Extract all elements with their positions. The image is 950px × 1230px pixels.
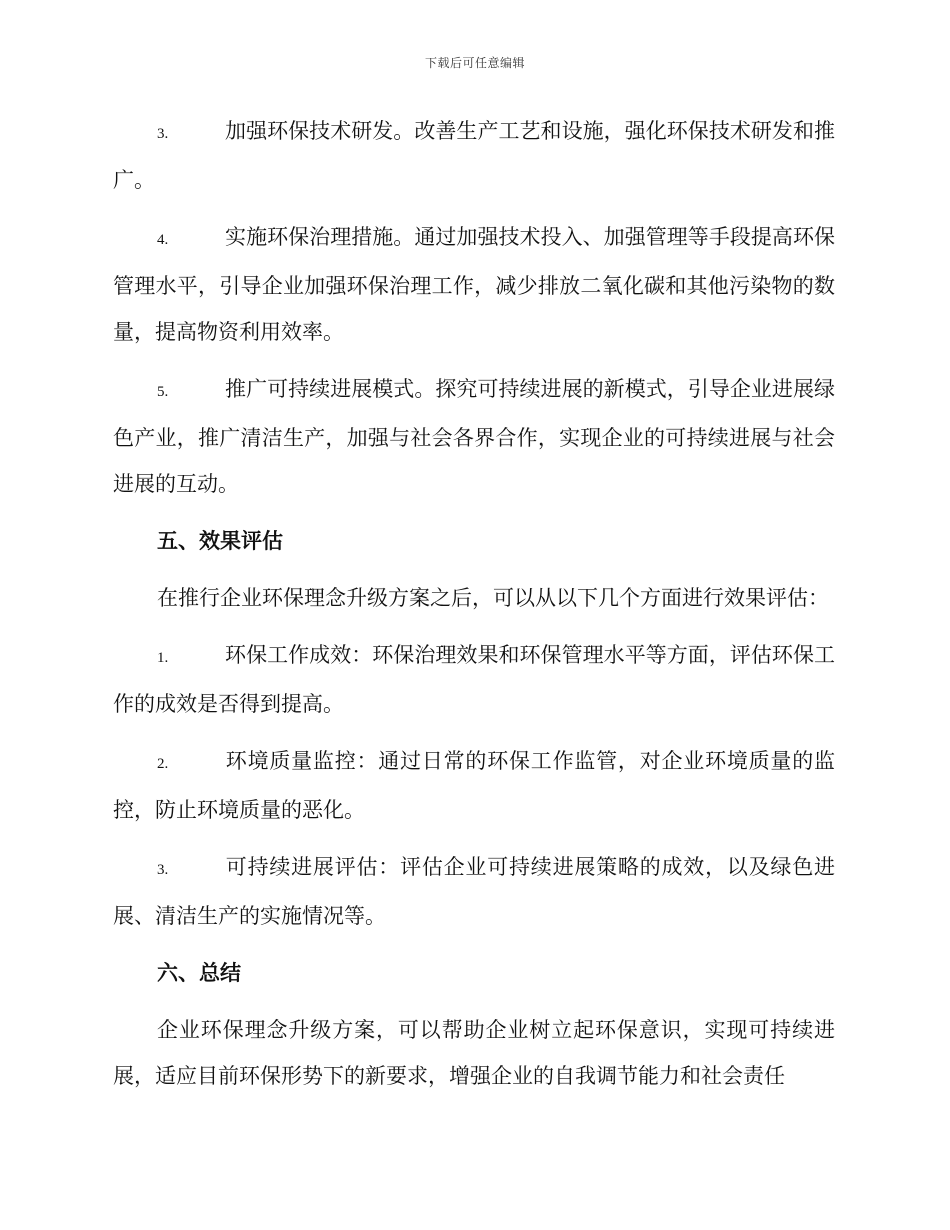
list-number: 2. [157,756,169,772]
list-text: 加强环保技术研发。改善生产工艺和设施，强化环保技术研发和推广。 [113,119,835,192]
list-item [113,844,835,939]
list-number: 1. [157,650,169,666]
section-intro: 在推行企业环保理念升级方案之后，可以从以下几个方面进行效果评估： [157,586,829,610]
list-text: 环保工作成效：环保治理效果和环保管理水平等方面，评估环保工作的成效是否得到提高。 [113,643,835,716]
list-item [113,366,835,507]
list-item [113,108,835,203]
document-body [113,108,835,1110]
summary-paragraph: 企业环保理念升级方案，可以帮助企业树立起环保意识，实现可持续进展，适应目前环保形势下的新要求，增强企业的自我调节能力和社会责任 [113,1018,835,1088]
page-header: 下载后可任意编辑 [424,56,525,70]
section-heading-summary: 六、总结 [157,961,241,985]
list-item [113,738,835,833]
list-number: 4. [157,232,169,248]
list-number: 5. [157,384,169,400]
list-number: 3. [157,862,169,878]
list-number: 3. [157,126,169,142]
list-text: 实施环保治理措施。通过加强技术投入、加强管理等手段提高环保管理水平，引导企业加强环保治理工作，减少排放二氧化碳和其他污染物的数量，提高物资利用效率。 [113,225,835,344]
list-text: 环境质量监控：通过日常的环保工作监管，对企业环境质量的监控，防止环境质量的恶化。 [113,749,835,822]
list-item [113,214,835,355]
list-text: 可持续进展评估：评估企业可持续进展策略的成效，以及绿色进展、清洁生产的实施情况等。 [113,855,835,928]
section-heading-evaluation: 五、效果评估 [157,529,283,553]
list-text: 推广可持续进展模式。探究可持续进展的新模式，引导企业进展绿色产业，推广清洁生产，加强与社会各界合作，实现企业的可持续进展与社会进展的互动。 [113,377,835,496]
list-item [113,632,835,727]
